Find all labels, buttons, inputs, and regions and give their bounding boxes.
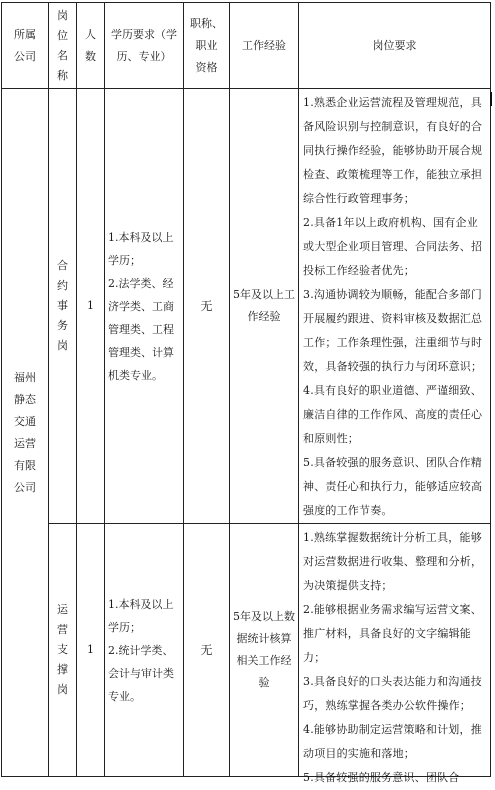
- title-cell: 无: [184, 524, 230, 777]
- text-cursor-marker: [490, 92, 492, 106]
- header-education: 学历要求（学 历、专业）: [105, 3, 184, 89]
- header-title: 职称、 职业 资格: [184, 3, 230, 89]
- education-cell: 1.本科及以上学历； 2.统计学类、会计与审计类专业。: [105, 524, 184, 777]
- education-cell: 1.本科及以上学历； 2.法学类、经济学类、工商管理类、工程管理类、计算机类专业。: [105, 89, 184, 524]
- table-row: [2, 89, 491, 524]
- table-row: [2, 524, 491, 777]
- header-company: 所属 公司: [2, 3, 49, 89]
- requirements-cell: 1.熟悉企业运营流程及管理规范，具备风险识别与控制意识，有良好的合同执行操作经验，能够协助开展合规检查、政策梳理等工作，能独立承担综合性行政管理事务； 2.具备1年以上政府机构、国有企业或大型企业项目管理、合同法务、招投标工作经验者优先； 3.沟通协调较为顺畅，能配合多部门开展履约跟进、资料审核及数据汇总工作；工作条理性强，注重细节与时效，具备较强的执行力与闭环意识； 4.具有良好的职业道德、严谨细致、廉洁自律的工作作风、高度的责任心和原则性； 5.具备较强的服务意识、团队合作精神、责任心和执行力，能够适应较高强度的工作节奏。: [299, 89, 491, 524]
- header-row: [2, 3, 491, 89]
- header-count: 人 数: [77, 3, 105, 89]
- header-experience: 工作经验: [230, 3, 299, 89]
- recruitment-table: [1, 2, 491, 784]
- company-cell: 福州 静态 交通 运营 有限 公司: [2, 89, 49, 777]
- count-cell: 1: [77, 89, 105, 524]
- position-cell: 合 约 事 务 岗: [49, 89, 77, 524]
- requirements-cell: 1.熟练掌握数据统计分析工具，能够对运营数据进行收集、整理和分析，为决策提供支持； 2.能够根据业务需求编写运营文案、推广材料，具备良好的文字编辑能力； 3.具备良好的口头表达能力和沟通技巧，熟练掌握各类办公软件操作； 4.能够协助制定运营策略和计划，推动项目的实施和落地； 5.具备较强的服务意识、团队合: [299, 524, 491, 777]
- title-cell: 无: [184, 89, 230, 524]
- position-cell: 运 营 支 撑 岗: [49, 524, 77, 777]
- experience-cell: 5年及以上工作经验: [230, 89, 299, 524]
- count-cell: 1: [77, 524, 105, 777]
- header-position: 岗 位 名 称: [49, 3, 77, 89]
- experience-cell: 5年及以上数据统计核算相关工作经验: [230, 524, 299, 777]
- header-requirements: 岗位要求: [299, 3, 491, 89]
